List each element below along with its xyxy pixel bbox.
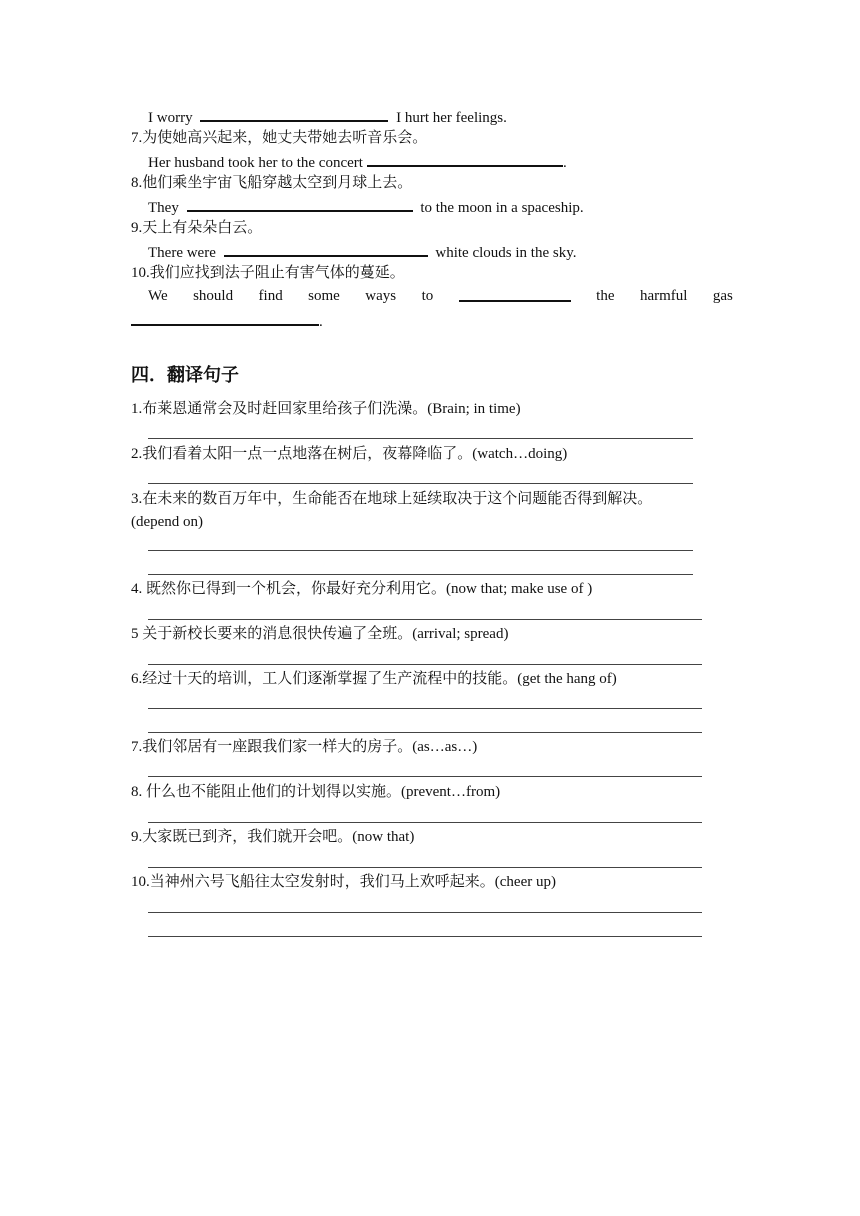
q7-english-line bbox=[148, 151, 567, 173]
answer-line[interactable] bbox=[148, 936, 702, 937]
translate-item-3-hint: (depend on) bbox=[131, 514, 204, 530]
q10-chinese: 10.我们应找到法子阻止有害气体的蔓延。 bbox=[131, 265, 405, 281]
answer-line[interactable] bbox=[148, 664, 702, 665]
q9-english-end: white clouds in the sky. bbox=[435, 245, 577, 261]
q6-english-line bbox=[148, 106, 507, 128]
translate-item-1: 1.布莱恩通常会及时赶回家里给孩子们洗澡。(Brain; in time) bbox=[131, 401, 521, 417]
answer-line[interactable] bbox=[148, 438, 693, 439]
answer-line[interactable] bbox=[148, 619, 702, 620]
q10-word: find bbox=[258, 288, 283, 304]
q8-english-end: to the moon in a spaceship. bbox=[420, 200, 584, 216]
q10-word: should bbox=[193, 288, 234, 304]
q10-answer-blank-2[interactable] bbox=[131, 310, 319, 326]
q10-word: ways bbox=[365, 288, 397, 304]
translate-item-9: 9.大家既已到齐，我们就开会吧。(now that) bbox=[131, 829, 415, 845]
q7-english-end: . bbox=[562, 155, 567, 171]
q8-english-line bbox=[148, 196, 584, 218]
answer-line[interactable] bbox=[148, 867, 702, 868]
translate-item-3: 3.在未来的数百万年中，生命能否在地球上延续取决于这个问题能否得到解决。 bbox=[131, 491, 653, 507]
q10-word: We bbox=[148, 288, 168, 304]
answer-line[interactable] bbox=[148, 574, 693, 575]
translate-item-2: 2.我们看着太阳一点一点地落在树后，夜幕降临了。(watch…doing) bbox=[131, 446, 568, 462]
q9-english-start: There were bbox=[148, 245, 216, 261]
answer-line[interactable] bbox=[148, 550, 693, 551]
answer-line[interactable] bbox=[148, 912, 702, 913]
translate-item-4: 4. 既然你已得到一个机会，你最好充分利用它。(now that; make use of ) bbox=[131, 581, 593, 597]
q10-word: harmful bbox=[639, 288, 688, 304]
q10-word: the bbox=[596, 288, 615, 304]
translate-item-5: 5 关于新校长要来的消息很快传遍了全班。(arrival; spread) bbox=[131, 626, 509, 642]
answer-line[interactable] bbox=[148, 708, 702, 709]
q10-period: . bbox=[319, 314, 323, 330]
q9-answer-blank[interactable] bbox=[224, 241, 428, 257]
q7-english-start: Her husband took her to the concert bbox=[148, 155, 363, 171]
q10-word: some bbox=[308, 288, 340, 304]
translate-item-10: 10.当神州六号飞船往太空发射时，我们马上欢呼起来。(cheer up) bbox=[131, 874, 556, 890]
q9-english-line bbox=[148, 241, 576, 263]
section4-heading: 四．翻译句子 bbox=[131, 365, 239, 386]
q8-answer-blank[interactable] bbox=[187, 196, 413, 212]
translate-item-8: 8. 什么也不能阻止他们的计划得以实施。(prevent…from) bbox=[131, 784, 501, 800]
q7-chinese: 7.为使她高兴起来，她丈夫带她去听音乐会。 bbox=[131, 130, 428, 146]
q7-answer-blank[interactable] bbox=[367, 151, 563, 167]
answer-line[interactable] bbox=[148, 776, 702, 777]
answer-line[interactable] bbox=[148, 483, 693, 484]
answer-line[interactable] bbox=[148, 822, 702, 823]
q10-word: to bbox=[421, 288, 434, 304]
answer-line[interactable] bbox=[148, 732, 702, 733]
q9-chinese: 9.天上有朵朵白云。 bbox=[131, 220, 263, 236]
q6-english-start: I worry bbox=[148, 110, 193, 126]
q6-english-end: I hurt her feelings. bbox=[396, 110, 507, 126]
q10-answer-blank-1[interactable] bbox=[459, 286, 571, 302]
q10-english-line bbox=[148, 286, 733, 306]
translate-item-7: 7.我们邻居有一座跟我们家一样大的房子。(as…as…) bbox=[131, 739, 478, 755]
q8-english-start: They bbox=[148, 200, 179, 216]
translate-item-6: 6.经过十天的培训，工人们逐渐掌握了生产流程中的技能。(get the hang of) bbox=[131, 671, 617, 687]
q10-word: gas bbox=[712, 288, 733, 304]
q6-answer-blank[interactable] bbox=[200, 106, 388, 122]
q10-continuation bbox=[131, 310, 323, 332]
q8-chinese: 8.他们乘坐宇宙飞船穿越太空到月球上去。 bbox=[131, 175, 413, 191]
